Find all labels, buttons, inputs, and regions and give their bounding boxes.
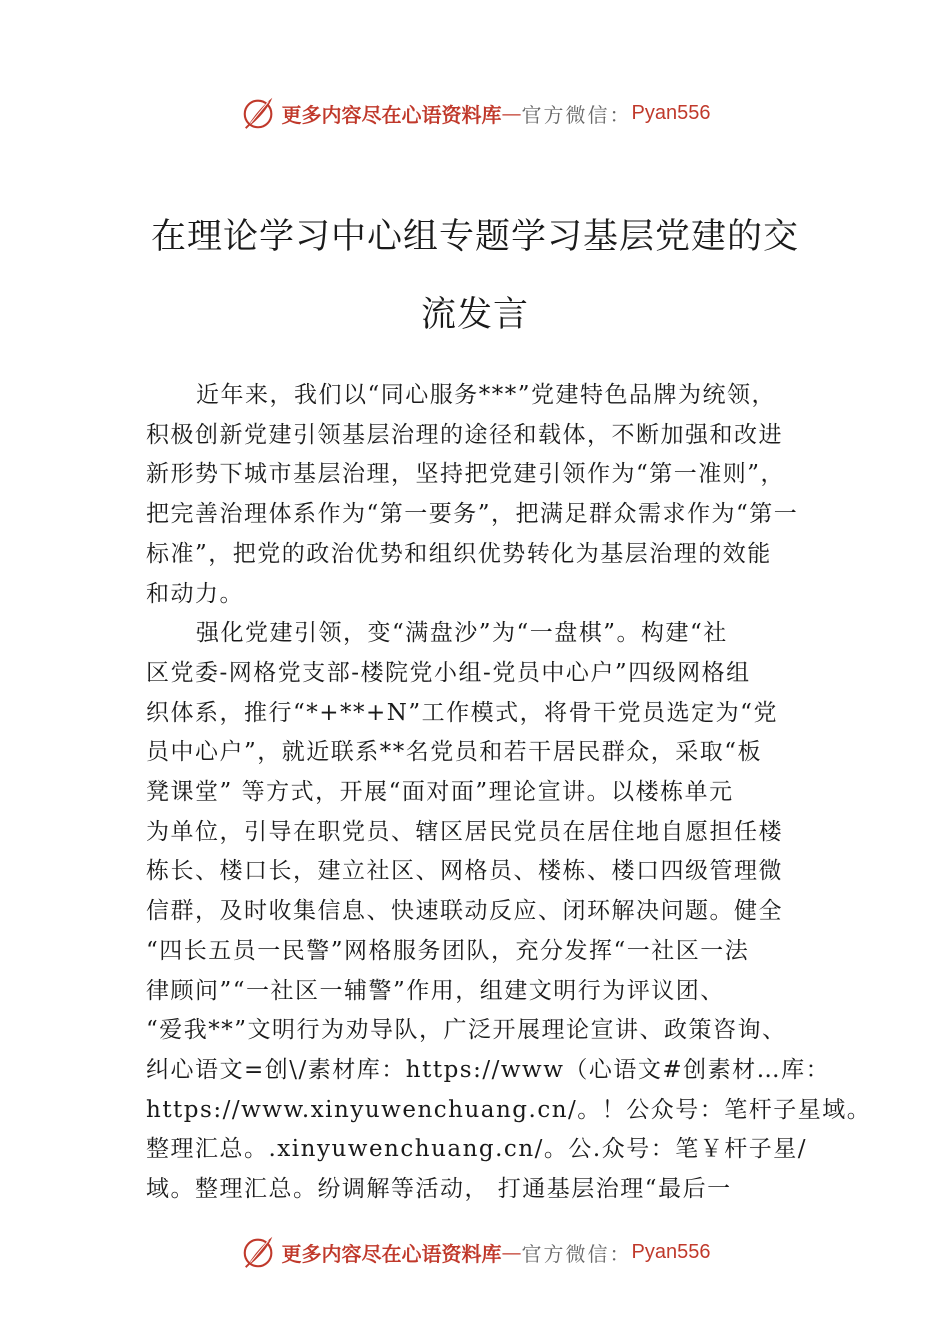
footer-watermark-banner <box>0 1232 950 1272</box>
body-line: 纠心语文=创\/素材库：https://www（心语文#创素材…库： <box>146 1056 831 1083</box>
body-line: 和动力。 <box>146 580 244 607</box>
body-line: 积极创新党建引领基层治理的途径和载体，不断加强和改进 <box>146 421 783 448</box>
body-line: “爱我**”文明行为劝导队，广泛开展理论宣讲、政策咨询、 <box>146 1017 787 1044</box>
body-line: 栋长、楼口长，建立社区、网格员、楼栋、楼口四级管理微 <box>146 858 783 885</box>
banner-wechat-label: 官方微信： <box>521 1241 632 1266</box>
banner-dash: — <box>501 101 522 125</box>
body-line: 标准”，把党的政治优势和组织优势转化为基层治理的效能 <box>146 540 772 567</box>
body-line-url: https://www.xinyuwenchuang.cn/。！公众号：笔杆子星域。 <box>146 1096 872 1123</box>
banner-wechat-label: 官方微信： <box>521 102 632 127</box>
title-line-2: 流发言 <box>420 295 529 335</box>
body-line: 新形势下城市基层治理，坚持把党建引领作为“第一准则”， <box>146 461 786 488</box>
body-line: 把完善治理体系作为“第一要务”，把满足群众需求作为“第一 <box>146 501 799 528</box>
body-line: 强化党建引领，变“满盘沙”为“一盘棋”。构建“社 <box>196 620 728 647</box>
body-line: “四长五员一民警”网格服务团队，充分发挥“一社区一法 <box>146 937 750 964</box>
body-line: 织体系，推行“*+**+N”工作模式，将骨干党员选定为“党 <box>146 699 778 726</box>
banner-wechat-id: Pyan556 <box>631 1240 711 1263</box>
body-line: 区党委-网格党支部-楼院党小组-党员中心户”四级网格组 <box>146 659 751 686</box>
banner-wechat-id: Pyan556 <box>631 101 711 124</box>
document-body <box>146 376 872 1210</box>
document-title <box>0 198 950 354</box>
body-line: 凳课堂” 等方式，开展“面对面”理论宣讲。以楼栋单元 <box>146 779 734 806</box>
body-line: 信群，及时收集信息、快速联动反应、闭环解决问题。健全 <box>146 898 783 925</box>
banner-library-text: 更多内容尽在心语资料库 <box>281 102 502 127</box>
body-line: 为单位，引导在职党员、辖区居民党员在居住地自愿担任楼 <box>146 818 783 845</box>
header-watermark-banner <box>0 93 950 133</box>
body-line: 员中心户”，就近联系**名党员和若干居民群众，采取“板 <box>146 739 763 766</box>
quill-logo-icon <box>240 1233 278 1271</box>
banner-dash: — <box>501 1240 522 1264</box>
body-line: 整理汇总。.xinyuwenchuang.cn/。公.众号：笔￥杆子星/ <box>146 1136 807 1163</box>
banner-library-text: 更多内容尽在心语资料库 <box>281 1241 502 1266</box>
body-line: 近年来，我们以“同心服务***”党建特色品牌为统领， <box>196 382 777 408</box>
body-line: 律顾问”“一社区一辅警”作用，组建文明行为评议团、 <box>146 977 725 1004</box>
title-line-1: 在理论学习中心组专题学习基层党建的交 <box>150 217 799 257</box>
body-line: 域。整理汇总。纷调解等活动， 打通基层治理“最后一 <box>146 1176 732 1203</box>
quill-logo-icon <box>240 94 278 132</box>
